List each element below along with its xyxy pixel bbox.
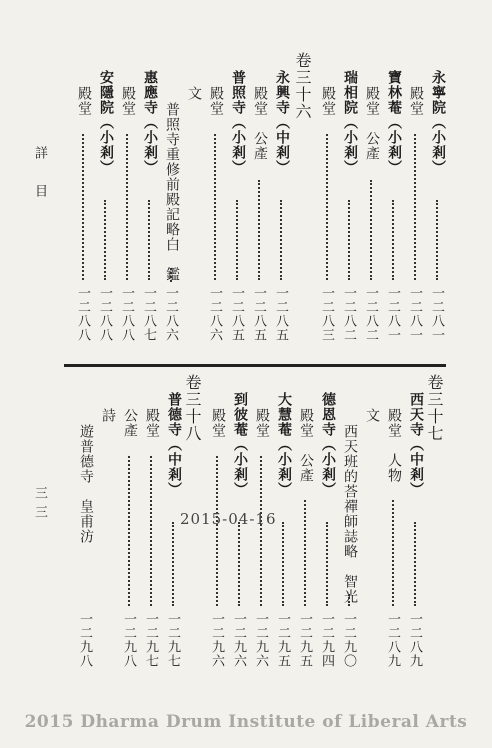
page-number: 一二八七 (141, 286, 156, 342)
page-number: 一二八一 (429, 286, 444, 342)
leader-dots (82, 134, 84, 280)
page-number: 一二九八 (121, 612, 136, 668)
leader-dots (392, 200, 394, 280)
entry-subitem: 殿堂 人物 (386, 408, 402, 483)
entry-title: 瑞相院（小剎） (342, 70, 358, 175)
entry-title: 永興寺（中剎） (274, 70, 290, 175)
leader-dots (148, 200, 150, 280)
entry-title: 惠應寺（小剎） (142, 70, 158, 175)
page-number: 一二八一 (407, 286, 422, 342)
entry-title: 普照寺（小剎） (230, 70, 246, 175)
entry-title: 永寧院（小剎） (430, 70, 446, 175)
leader-dots (304, 500, 306, 606)
page-number: 一二八五 (229, 286, 244, 342)
essay-entry: 普照寺重修前殿記略白 鑑 (164, 102, 180, 282)
date-stamp: 2015-04-16 (180, 510, 277, 528)
entry-title: 德恩寺（小剎） (320, 392, 336, 497)
page-number: 一二八二 (341, 286, 356, 342)
leader-dots (258, 180, 260, 280)
entry-subitem: 殿堂 公產 (364, 86, 380, 161)
entry-subitem: 殿堂 (76, 86, 92, 116)
entry-title: 寶林菴（小剎） (386, 70, 402, 175)
page-number: 一二八九 (385, 612, 400, 668)
folio-number: 三三 (32, 486, 47, 524)
leader-dots (238, 522, 240, 606)
leader-dots (392, 500, 394, 606)
section-heading-poem: 詩 (100, 408, 116, 423)
entry-title: 到彼菴（小剎） (232, 392, 248, 497)
leader-dots (236, 200, 238, 280)
volume-heading: 卷三十七 (425, 374, 444, 442)
entry-title: 普德寺（中剎） (166, 392, 182, 497)
leader-dots (128, 456, 130, 606)
leader-dots (214, 134, 216, 280)
entry-subitem: 殿堂 (320, 86, 336, 116)
page-number: 一二九六 (253, 612, 268, 668)
entry-subitem: 殿堂 (208, 86, 224, 116)
entry-subitem: 殿堂 (210, 408, 226, 438)
leader-dots (150, 456, 152, 606)
leader-dots (172, 522, 174, 606)
entry-subitem: 殿堂 (408, 86, 424, 116)
leader-dots (326, 134, 328, 280)
leader-dots (260, 456, 262, 606)
volume-heading: 卷三十六 (293, 52, 312, 120)
page-number: 一二八九 (407, 612, 422, 668)
entry-title: 西天寺（中剎） (408, 392, 424, 497)
leader-dots (126, 134, 128, 280)
leader-dots (414, 134, 416, 280)
leader-dots (348, 200, 350, 280)
entry-subitem: 殿堂 公產 (298, 408, 314, 483)
leader-dots (282, 522, 284, 606)
section-divider (64, 364, 446, 367)
page-number: 一二八八 (75, 286, 90, 342)
page-number: 一二八五 (251, 286, 266, 342)
page-number: 一二八二 (363, 286, 378, 342)
page-number: 一二九五 (275, 612, 290, 668)
entry-title: 安隱院（小剎） (98, 70, 114, 175)
page-number: 一二八八 (119, 286, 134, 342)
leader-dots (348, 594, 350, 606)
poem-entry: 遊普德寺 皇甫汸 (78, 424, 94, 544)
entry-subitem: 殿堂 公產 (252, 86, 268, 161)
watermark-footer: 2015 Dharma Drum Institute of Liberal Arts (24, 712, 468, 732)
entry-title: 大慧菴（小剎） (276, 392, 292, 497)
page-number: 一二八三 (319, 286, 334, 342)
page-number: 一二八一 (385, 286, 400, 342)
section-heading-wen: 文 (186, 86, 202, 101)
page-number: 一二九四 (319, 612, 334, 668)
page-number: 一二九六 (209, 612, 224, 668)
leader-dots (216, 456, 218, 606)
volume-heading: 卷三十八 (183, 374, 202, 442)
entry-subitem: 殿堂 (144, 408, 160, 438)
page-number: 一二八六 (207, 286, 222, 342)
section-heading-wen: 文 (364, 408, 380, 423)
page-number: 一二九七 (165, 612, 180, 668)
essay-entry: 西天班的荅禪師誌略 智光 (342, 424, 358, 604)
page-number: 一二九八 (77, 612, 92, 668)
page-number: 一二九六 (231, 612, 246, 668)
leader-dots (414, 522, 416, 606)
leader-dots (370, 180, 372, 280)
leader-dots (170, 268, 172, 282)
entry-subitem: 殿堂 (254, 408, 270, 438)
page-number: 一二九七 (143, 612, 158, 668)
page-number: 一二九〇 (341, 612, 356, 668)
leader-dots (326, 522, 328, 606)
entry-subitem: 殿堂 (120, 86, 136, 116)
section-label: 詳 目 (32, 146, 47, 203)
leader-dots (280, 200, 282, 280)
leader-dots (436, 200, 438, 280)
page-number: 一二九五 (297, 612, 312, 668)
page-number: 一二八八 (97, 286, 112, 342)
page-number: 一二八五 (273, 286, 288, 342)
entry-subitem: 公產 (122, 408, 138, 438)
page-number: 一二八六 (163, 286, 178, 342)
leader-dots (104, 200, 106, 280)
